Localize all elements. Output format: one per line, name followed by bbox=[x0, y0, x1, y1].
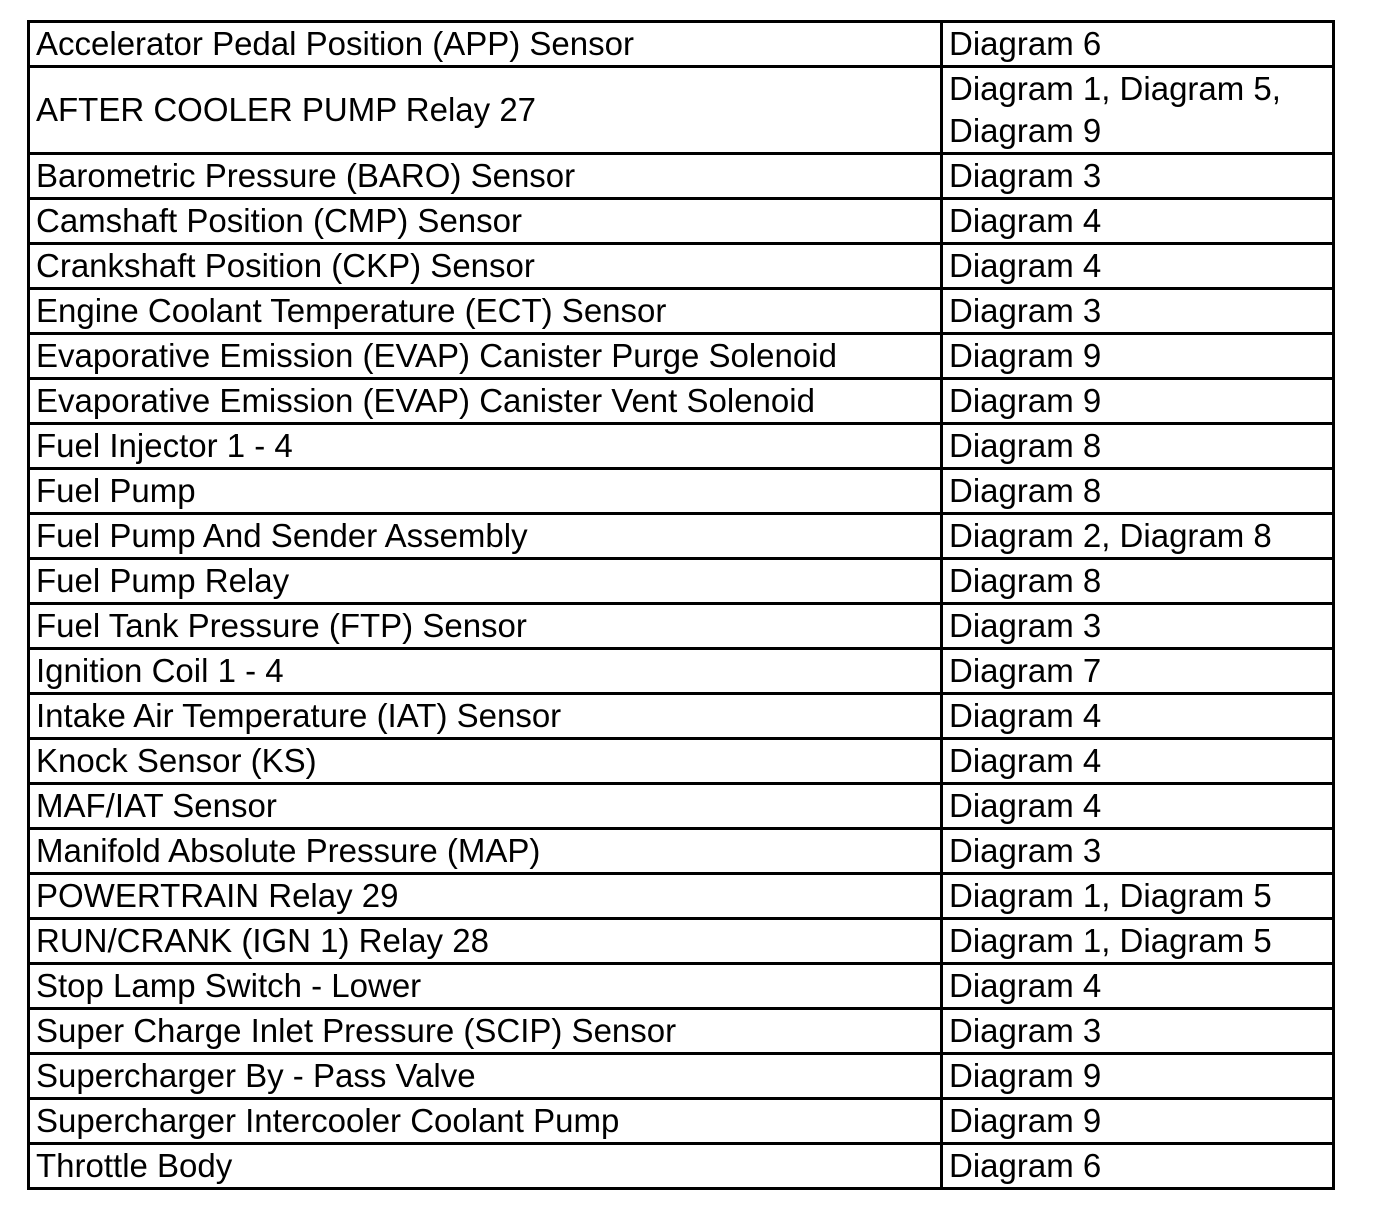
diagram-cell: Diagram 4 bbox=[942, 694, 1334, 739]
component-cell: Ignition Coil 1 - 4 bbox=[29, 649, 942, 694]
component-cell: AFTER COOLER PUMP Relay 27 bbox=[29, 67, 942, 154]
table-row bbox=[29, 1099, 1334, 1144]
component-cell: Throttle Body bbox=[29, 1144, 942, 1189]
component-cell: MAF/IAT Sensor bbox=[29, 784, 942, 829]
table-row bbox=[29, 739, 1334, 784]
component-cell: Super Charge Inlet Pressure (SCIP) Sensor bbox=[29, 1009, 942, 1054]
diagram-cell: Diagram 4 bbox=[942, 964, 1334, 1009]
table-row bbox=[29, 379, 1334, 424]
table-row bbox=[29, 649, 1334, 694]
diagram-cell: Diagram 3 bbox=[942, 829, 1334, 874]
component-cell: Knock Sensor (KS) bbox=[29, 739, 942, 784]
table-row bbox=[29, 874, 1334, 919]
diagram-cell: Diagram 4 bbox=[942, 739, 1334, 784]
diagram-cell: Diagram 7 bbox=[942, 649, 1334, 694]
diagram-cell: Diagram 6 bbox=[942, 22, 1334, 67]
table-row bbox=[29, 559, 1334, 604]
diagram-cell: Diagram 8 bbox=[942, 559, 1334, 604]
diagram-cell: Diagram 6 bbox=[942, 1144, 1334, 1189]
diagram-cell: Diagram 9 bbox=[942, 1099, 1334, 1144]
diagram-cell: Diagram 3 bbox=[942, 289, 1334, 334]
diagram-cell: Diagram 4 bbox=[942, 244, 1334, 289]
component-cell: Supercharger Intercooler Coolant Pump bbox=[29, 1099, 942, 1144]
table-row bbox=[29, 199, 1334, 244]
table-row bbox=[29, 469, 1334, 514]
component-cell: Fuel Tank Pressure (FTP) Sensor bbox=[29, 604, 942, 649]
table-row bbox=[29, 22, 1334, 67]
table-row bbox=[29, 67, 1334, 154]
component-cell: Stop Lamp Switch - Lower bbox=[29, 964, 942, 1009]
component-cell: Barometric Pressure (BARO) Sensor bbox=[29, 154, 942, 199]
component-cell: Fuel Pump And Sender Assembly bbox=[29, 514, 942, 559]
diagram-cell: Diagram 1, Diagram 5, Diagram 9 bbox=[942, 67, 1334, 154]
table-row bbox=[29, 919, 1334, 964]
diagram-cell: Diagram 9 bbox=[942, 334, 1334, 379]
component-cell: Manifold Absolute Pressure (MAP) bbox=[29, 829, 942, 874]
table-row bbox=[29, 244, 1334, 289]
diagram-cell: Diagram 4 bbox=[942, 784, 1334, 829]
table-row bbox=[29, 784, 1334, 829]
table-row bbox=[29, 1009, 1334, 1054]
component-cell: Camshaft Position (CMP) Sensor bbox=[29, 199, 942, 244]
component-cell: Crankshaft Position (CKP) Sensor bbox=[29, 244, 942, 289]
table-row bbox=[29, 424, 1334, 469]
table-row bbox=[29, 1144, 1334, 1189]
table-row bbox=[29, 289, 1334, 334]
table-row bbox=[29, 514, 1334, 559]
diagram-cell: Diagram 2, Diagram 8 bbox=[942, 514, 1334, 559]
table-row bbox=[29, 829, 1334, 874]
component-cell: Intake Air Temperature (IAT) Sensor bbox=[29, 694, 942, 739]
table-row bbox=[29, 154, 1334, 199]
diagram-cell: Diagram 3 bbox=[942, 1009, 1334, 1054]
table-row bbox=[29, 604, 1334, 649]
component-cell: Fuel Pump bbox=[29, 469, 942, 514]
table-body bbox=[29, 22, 1334, 1189]
component-cell: Accelerator Pedal Position (APP) Sensor bbox=[29, 22, 942, 67]
component-index-table bbox=[27, 20, 1335, 1190]
component-cell: POWERTRAIN Relay 29 bbox=[29, 874, 942, 919]
diagram-cell: Diagram 3 bbox=[942, 154, 1334, 199]
diagram-cell: Diagram 3 bbox=[942, 604, 1334, 649]
component-cell: Fuel Pump Relay bbox=[29, 559, 942, 604]
diagram-cell: Diagram 1, Diagram 5 bbox=[942, 919, 1334, 964]
component-cell: Evaporative Emission (EVAP) Canister Purge Solenoid bbox=[29, 334, 942, 379]
table-row bbox=[29, 964, 1334, 1009]
diagram-cell: Diagram 9 bbox=[942, 1054, 1334, 1099]
table-row bbox=[29, 694, 1334, 739]
diagram-cell: Diagram 8 bbox=[942, 469, 1334, 514]
component-cell: Evaporative Emission (EVAP) Canister Vent Solenoid bbox=[29, 379, 942, 424]
component-cell: Fuel Injector 1 - 4 bbox=[29, 424, 942, 469]
component-cell: Supercharger By - Pass Valve bbox=[29, 1054, 942, 1099]
table-row bbox=[29, 1054, 1334, 1099]
component-cell: RUN/CRANK (IGN 1) Relay 28 bbox=[29, 919, 942, 964]
component-cell: Engine Coolant Temperature (ECT) Sensor bbox=[29, 289, 942, 334]
diagram-cell: Diagram 1, Diagram 5 bbox=[942, 874, 1334, 919]
diagram-cell: Diagram 4 bbox=[942, 199, 1334, 244]
table-row bbox=[29, 334, 1334, 379]
diagram-cell: Diagram 9 bbox=[942, 379, 1334, 424]
diagram-cell: Diagram 8 bbox=[942, 424, 1334, 469]
